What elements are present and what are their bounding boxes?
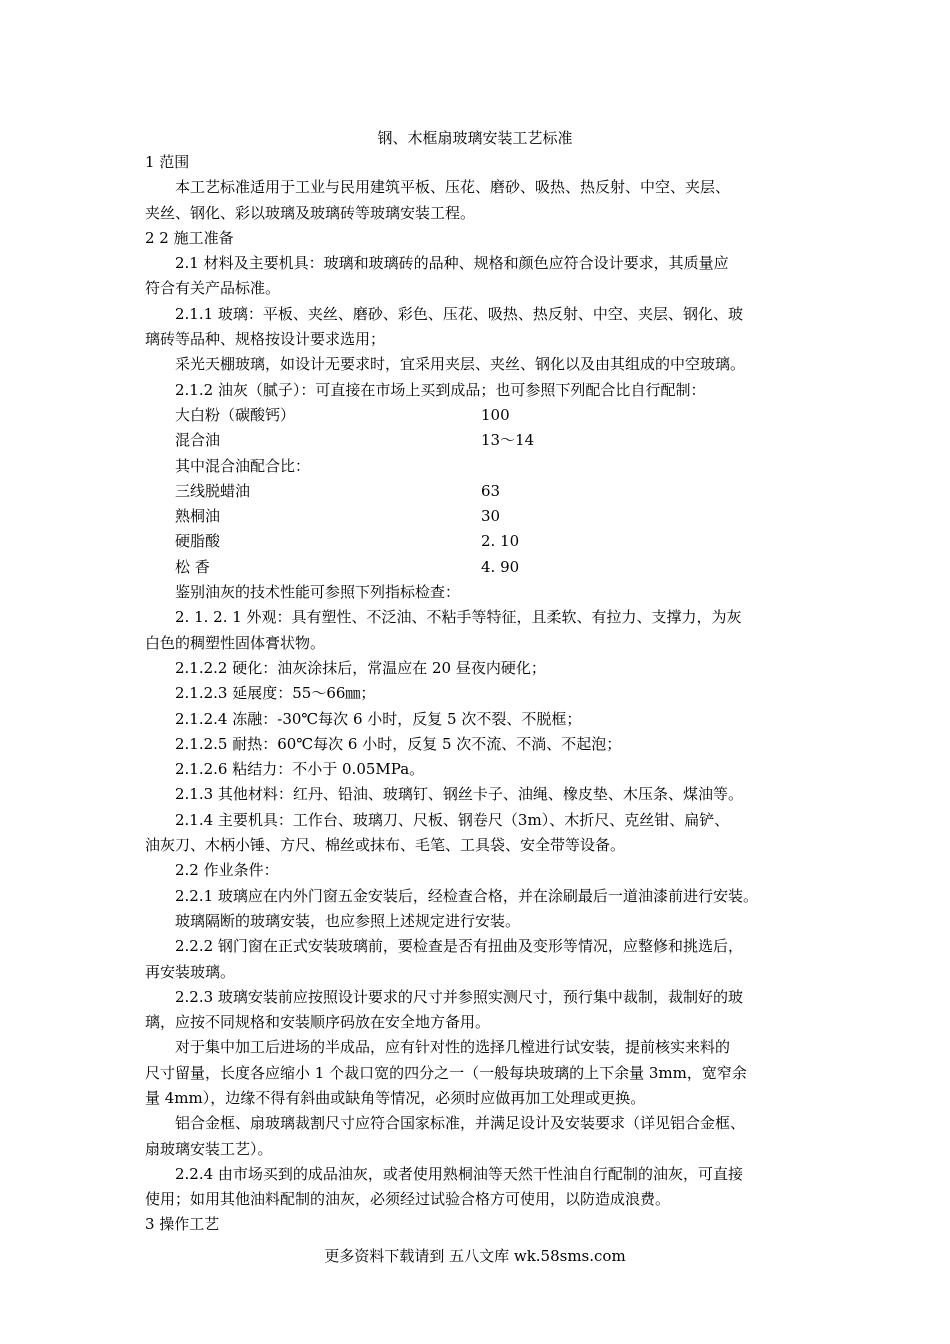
text-line: 璃砖等品种、规格按设计要求选用；	[145, 330, 386, 349]
oil-value: 4. 90	[481, 557, 520, 576]
text-line: 对于集中加工后进场的半成品，应有针对性的选择几樘进行试安装，提前核实来料的	[175, 1038, 731, 1057]
text-line: 2.1.2 油灰（腻子）：可直接在市场上买到成品；也可参照下列配合比自行配制：	[175, 380, 706, 399]
text-line: 量 4mm），边缘不得有斜曲或缺角等情况，必须时应做再加工处理或更换。	[145, 1088, 646, 1107]
text-line: 2.2.2 钢门窗在正式安装玻璃前，要检查是否有扭曲及变形等情况，应整修和挑选后，	[175, 937, 743, 956]
mix-row	[145, 403, 825, 428]
text-line: 2.2.4 由市场买到的成品油灰，或者使用熟桐油等天然干性油自行配制的油灰，可直接	[175, 1164, 743, 1183]
text-line: 2.1.2.2 硬化：油灰涂抹后，常温应在 20 昼夜内硬化；	[175, 658, 546, 677]
footer-text: 更多资料下载请到 五八文库 wk.58sms.com	[324, 1247, 626, 1265]
text-line: 油灰刀、木柄小锤、方尺、棉丝或抹布、毛笔、工具袋、安全带等设备。	[145, 836, 626, 855]
text-line: 2.1.3 其他材料：红丹、铅油、玻璃钉、钢丝卡子、油绳、橡皮垫、木压条、煤油等。	[175, 785, 743, 804]
mix-name: 混合油	[175, 431, 221, 450]
text-line: 2.2 作业条件：	[175, 861, 279, 880]
paragraph-block-1	[145, 150, 825, 403]
mix-row	[145, 428, 825, 453]
text-line: 采光天棚玻璃，如设计无要求时，宜采用夹层、夹丝、钢化以及由其组成的中空玻璃。	[175, 355, 746, 374]
text-line: 扇玻璃安装工艺）。	[145, 1139, 273, 1158]
text-line: 璃，应按不同规格和安装顺序码放在安全地方备用。	[145, 1013, 491, 1032]
text-line: 3 操作工艺	[145, 1215, 220, 1234]
text-line: 2.1.4 主要机具：工作台、玻璃刀、尺板、钢卷尺（3m）、木折尺、克丝钳、扁铲、	[175, 810, 730, 829]
mix-value: 100	[481, 405, 510, 424]
text-line: 2.1.2.6 粘结力：不小于 0.05MPa。	[175, 760, 425, 779]
oil-row	[145, 555, 825, 580]
oil-row	[145, 479, 825, 504]
mix-value: 13～14	[481, 431, 535, 450]
text-line: 玻璃隔断的玻璃安装，也应参照上述规定进行安装。	[175, 911, 521, 930]
document-title: 钢、木框扇玻璃安装工艺标准	[377, 129, 573, 147]
text-line: 白色的稠塑性固体膏状物。	[145, 633, 326, 652]
oil-value: 30	[481, 507, 501, 526]
text-line: 本工艺标准适用于工业与民用建筑平板、压花、磨砂、吸热、热反射、中空、夹层、	[175, 178, 731, 197]
text-line: 1 范围	[145, 153, 190, 171]
paragraph-block-2	[145, 580, 825, 1238]
oil-name: 硬脂酸	[175, 532, 221, 551]
text-line: 2. 1. 2. 1 外观：具有塑性、不泛油、不粘手等特征，且柔软、有拉力、支撑力，为灰	[175, 608, 742, 627]
text-line: 2.1.2.4 冻融：-30℃每次 6 小时，反复 5 次不裂、不脱框；	[175, 709, 582, 728]
mix-name: 大白粉（碳酸钙）	[175, 405, 296, 424]
text-line: 2 2 施工准备	[145, 228, 234, 247]
text-line: 夹丝、钢化、彩以玻璃及玻璃砖等玻璃安装工程。	[145, 203, 476, 222]
oil-row	[145, 529, 825, 554]
putty-mix-table	[145, 403, 825, 454]
oil-name: 熟桐油	[175, 507, 221, 526]
oil-row	[145, 504, 825, 529]
mix-oil-caption: 其中混合油配合比：	[175, 456, 311, 475]
text-line: 2.1.1 玻璃：平板、夹丝、磨砂、彩色、压花、吸热、热反射、中空、夹层、钢化、玻	[175, 304, 743, 323]
oil-name: 三线脱蜡油	[175, 481, 251, 500]
text-line: 尺寸留量，长度各应缩小 1 个裁口宽的四分之一（一般每块玻璃的上下余量 3mm，宽窄余	[145, 1063, 747, 1082]
text-line: 铝合金框、扇玻璃裁割尺寸应符合国家标准，并满足设计及安装要求（详见铝合金框、	[175, 1114, 746, 1133]
text-line: 2.1.2.3 延展度：55～66㎜；	[175, 684, 376, 703]
text-line: 再安装玻璃。	[145, 962, 236, 981]
text-line: 2.1 材料及主要机具：玻璃和玻璃砖的品种、规格和颜色应符合设计要求，其质量应	[175, 254, 729, 273]
oil-name: 松 香	[175, 557, 210, 576]
mix-oil-table	[145, 479, 825, 580]
text-line: 使用；如用其他油料配制的油灰，必须经过试验合格方可使用，以防造成浪费。	[145, 1190, 671, 1209]
text-line: 2.2.3 玻璃安装前应按照设计要求的尺寸并参照实测尺寸，预行集中裁制，裁制好的玻	[175, 987, 743, 1006]
text-line: 符合有关产品标准。	[145, 279, 281, 298]
oil-value: 63	[481, 481, 501, 500]
text-line: 2.1.2.5 耐热：60℃每次 6 小时，反复 5 次不流、不淌、不起泡；	[175, 734, 622, 753]
text-line: 鉴别油灰的技术性能可参照下列指标检查：	[175, 583, 461, 602]
text-line: 2.2.1 玻璃应在内外门窗五金安装后，经检查合格，并在涂刷最后一道油漆前进行安装。	[175, 886, 758, 905]
document-body	[145, 150, 825, 1238]
oil-value: 2. 10	[481, 532, 520, 551]
